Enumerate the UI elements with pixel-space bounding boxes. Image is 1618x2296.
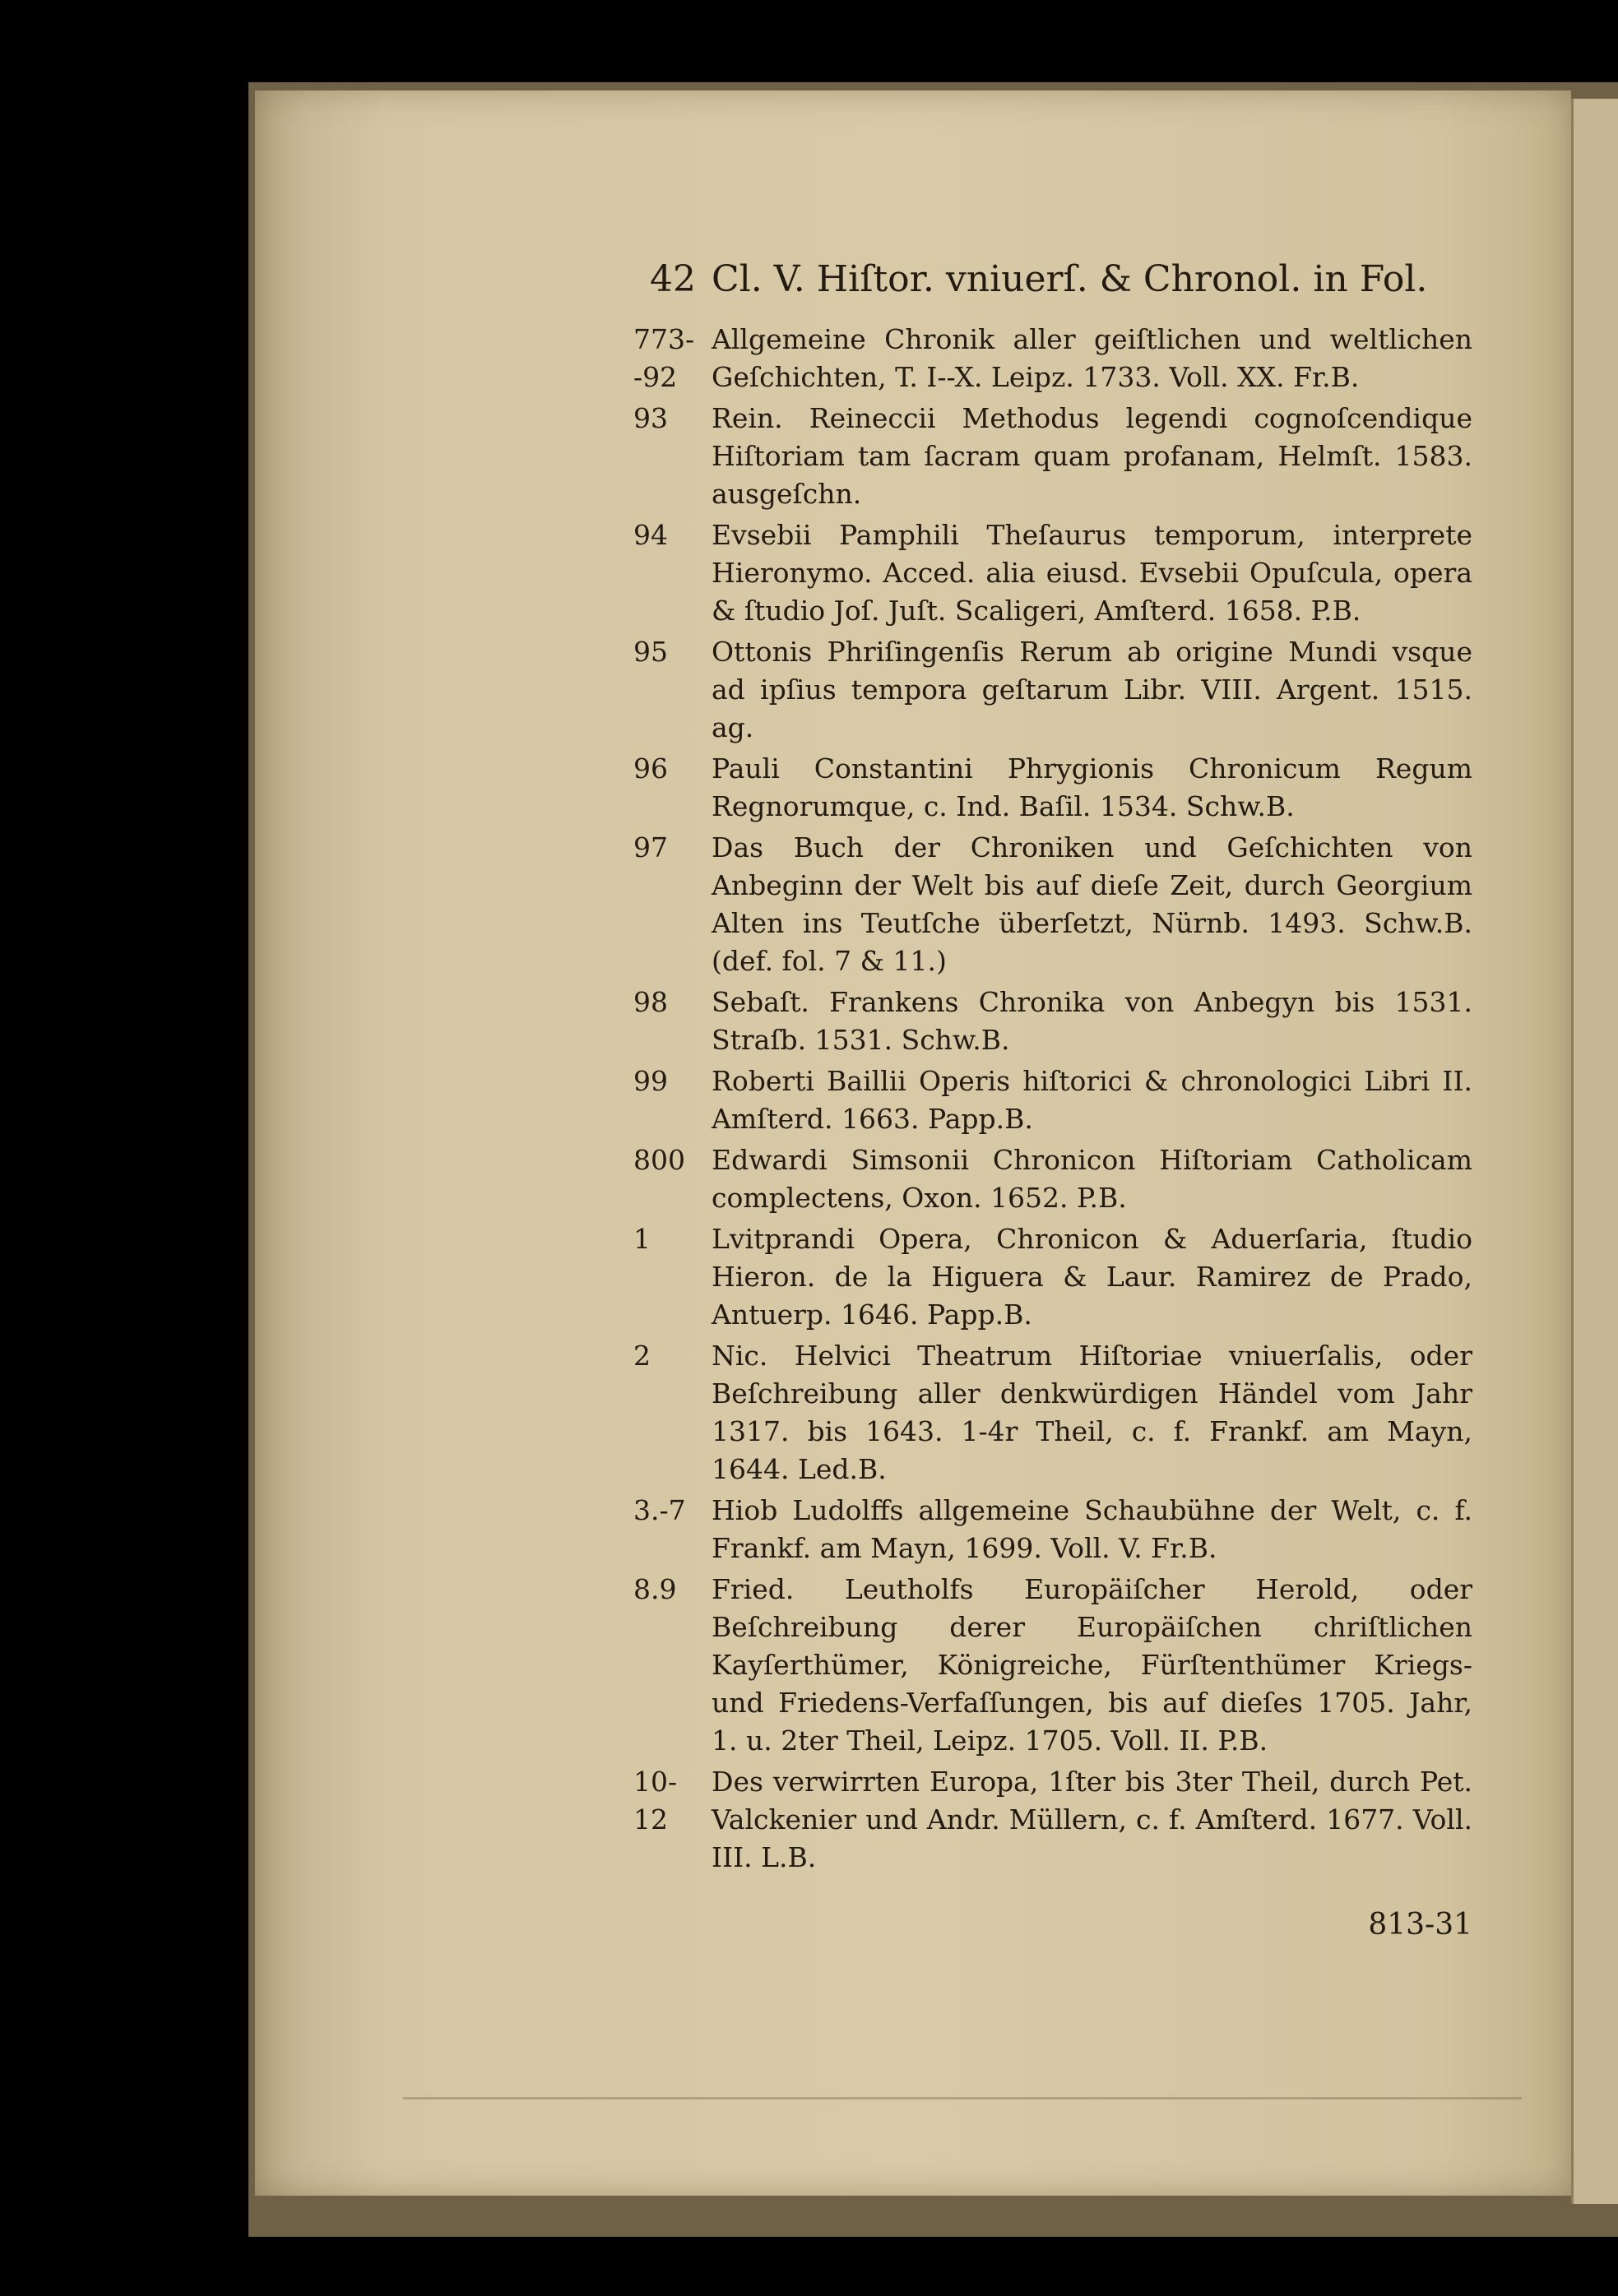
entry-number: 99	[633, 1065, 668, 1097]
entry-text: Fried. Leutholfs Europäiſcher Herold, oder Beſchreibung derer Europäiſchen chriſtlichen Kayſerthümer, Königreiche, Fürſtenthümer Kriegs- und Friedens-Verfaſſungen, bis auf dieſes 1705. Jahr, 1. u. 2ter Theil, Leipz. 1705. Voll. II. P.B.	[712, 1573, 1472, 1757]
catalog-entry	[633, 1763, 1472, 1877]
entry-number: 97	[633, 831, 668, 863]
catalog-entry	[633, 1220, 1472, 1334]
entry-text: Pauli Constantini Phrygionis Chronicum Regum Regnorumque, c. Ind. Baſil. 1534. Schw.B.	[712, 752, 1472, 822]
entry-number: 8.9	[633, 1573, 677, 1605]
entry-text: Evsebii Pamphili Theſaurus temporum, interprete Hieronymo. Acced. alia eiusd. Evsebii Opuſcula, opera & ſtudio Joſ. Juſt. Scaligeri, Amſterd. 1658. P.B.	[712, 519, 1472, 627]
entry-text: Sebaſt. Frankens Chronika von Anbegyn bis 1531. Straſb. 1531. Schw.B.	[712, 986, 1472, 1056]
entry-number: 94	[633, 519, 668, 551]
entry-number: 96	[633, 752, 668, 785]
catalog-entry	[633, 633, 1472, 747]
catalog-entry	[633, 1062, 1472, 1138]
entry-text: Roberti Baillii Operis hiſtorici & chronologici Libri II. Amſterd. 1663. Papp.B.	[712, 1065, 1472, 1135]
header-title: Cl. V. Hiſtor. vniuerſ. & Chronol. in Fol.	[712, 258, 1428, 300]
entry-number: 1	[633, 1223, 651, 1255]
entry-text: Nic. Helvici Theatrum Hiſtoriae vniuerſalis, oder Beſchreibung aller denkwürdigen Händel vom Jahr 1317. bis 1643. 1-4r Theil, c. f. Frankf. am Mayn, 1644. Led.B.	[712, 1340, 1472, 1485]
catalog-entry	[633, 1571, 1472, 1760]
catalog-entry	[633, 400, 1472, 513]
catalog-entry	[633, 1141, 1472, 1217]
catalog-entry	[633, 1337, 1472, 1488]
running-header	[650, 255, 1472, 304]
facing-page-edge	[1571, 99, 1618, 2204]
page-text	[633, 255, 1472, 1944]
entry-text: Ottonis Phriſingenſis Rerum ab origine Mundi vsque ad ipſius tempora geſtarum Libr. VIII. Argent. 1515. ag.	[712, 636, 1472, 743]
entry-number: 773--92	[633, 323, 695, 393]
catchword: 813-31	[1368, 1908, 1472, 1942]
entry-number: 10-12	[633, 1766, 678, 1835]
page-number: 42	[650, 258, 696, 300]
entry-number: 93	[633, 402, 668, 434]
catalog-entry	[633, 829, 1472, 980]
entry-number: 800	[633, 1144, 685, 1176]
entry-text: Des verwirrten Europa, 1ſter bis 3ter Theil, durch Pet. Valckenier und Andr. Müllern, c. f. Amſterd. 1677. Voll. III. L.B.	[712, 1766, 1472, 1873]
catalog-entry	[633, 516, 1472, 630]
entry-number: 3.-7	[633, 1494, 686, 1526]
entry-text: Allgemeine Chronik aller geiſtlichen und weltlichen Geſchichten, T. I--X. Leipz. 1733. Voll. XX. Fr.B.	[712, 323, 1472, 393]
entry-number: 2	[633, 1340, 651, 1372]
entry-number: 98	[633, 986, 668, 1018]
catalog-entry	[633, 1492, 1472, 1567]
catalog-entry	[633, 984, 1472, 1059]
entry-text: Rein. Reineccii Methodus legendi cognoſcendique Hiſtoriam tam ſacram quam profanam, Helmſt. 1583. ausgeſchn.	[712, 402, 1472, 510]
entry-number: 95	[633, 636, 668, 668]
entry-text: Lvitprandi Opera, Chronicon & Aduerſaria, ſtudio Hieron. de la Higuera & Laur. Ramirez de Prado, Antuerp. 1646. Papp.B.	[712, 1223, 1472, 1331]
entry-text: Hiob Ludolffs allgemeine Schaubühne der Welt, c. f. Frankf. am Mayn, 1699. Voll. V. Fr.B.	[712, 1494, 1472, 1564]
entry-text: Das Buch der Chroniken und Geſchichten von Anbeginn der Welt bis auf dieſe Zeit, durch Georgium Alten ins Teutſche überſetzt, Nürnb. 1493. Schw.B. (def. fol. 7 & 11.)	[712, 831, 1472, 977]
entry-text: Edwardi Simsonii Chronicon Hiſtoriam Catholicam complectens, Oxon. 1652. P.B.	[712, 1144, 1472, 1214]
catalog-entry	[633, 321, 1472, 396]
catalog-entry	[633, 750, 1472, 826]
